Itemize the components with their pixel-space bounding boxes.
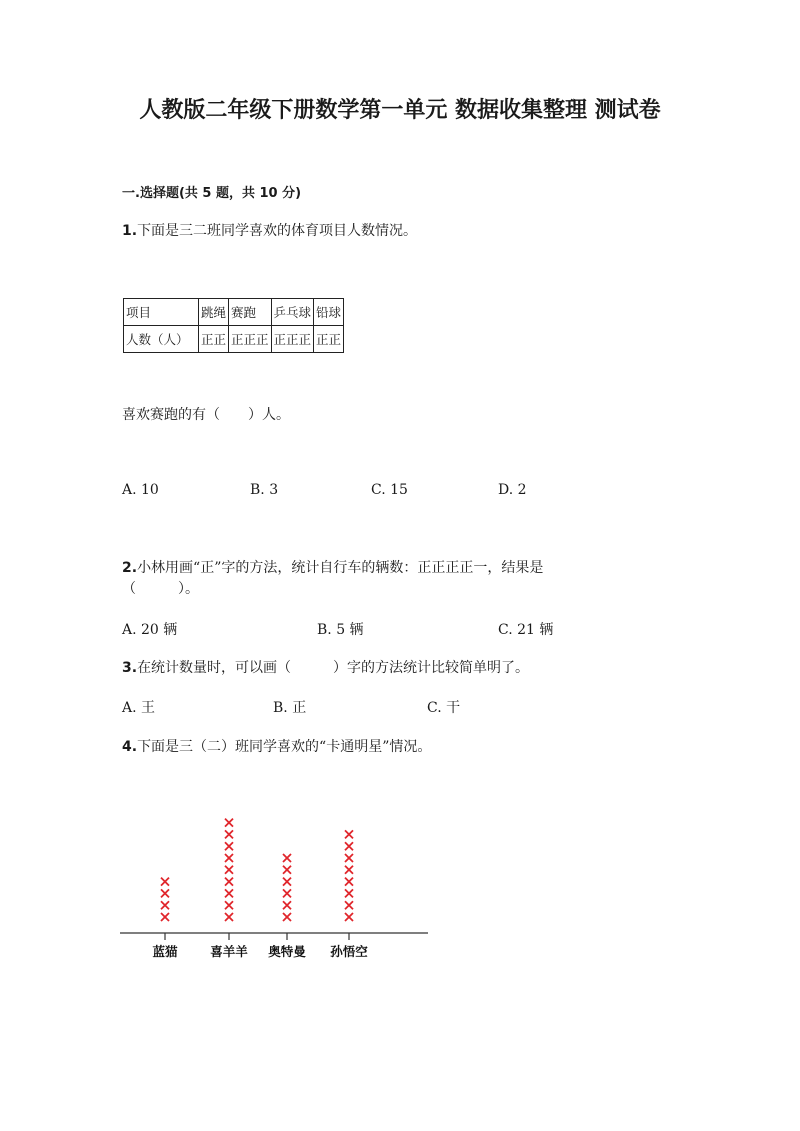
chart-cross-mark bbox=[161, 878, 169, 886]
chart-cross-mark bbox=[225, 866, 233, 874]
question-4 bbox=[122, 736, 431, 756]
chart-cross-mark bbox=[283, 913, 291, 921]
table-cell: 赛跑 bbox=[229, 299, 272, 326]
tally-chart bbox=[118, 800, 438, 970]
question-1 bbox=[122, 220, 417, 240]
chart-cross-mark bbox=[283, 889, 291, 897]
option-d[interactable]: D. 2 bbox=[498, 482, 527, 498]
question-text: 小林用画“正”字的方法，统计自行车的辆数：正正正正一，结果是 bbox=[137, 560, 544, 576]
chart-cross-mark bbox=[161, 901, 169, 909]
option-b[interactable]: B. 3 bbox=[250, 482, 279, 498]
tally-table bbox=[123, 298, 344, 353]
option-a[interactable]: A. 王 bbox=[122, 700, 156, 716]
chart-cross-mark bbox=[283, 866, 291, 874]
table-cell: 正正 bbox=[314, 326, 344, 353]
option-b[interactable]: B. 正 bbox=[273, 700, 307, 716]
table-cell: 正正正 bbox=[271, 326, 314, 353]
chart-marks bbox=[161, 819, 353, 940]
section-heading: 一.选择题(共 5 题，共 10 分) bbox=[122, 186, 302, 201]
chart-cross-mark bbox=[225, 913, 233, 921]
chart-cross-mark bbox=[225, 842, 233, 850]
table-cell: 乒乓球 bbox=[271, 299, 314, 326]
table-cell: 项目 bbox=[124, 299, 199, 326]
question-text: 在统计数量时，可以画（ ）字的方法统计比较简单明了。 bbox=[137, 660, 530, 676]
chart-category-label: 蓝猫 bbox=[152, 944, 178, 959]
chart-category-label: 喜羊羊 bbox=[210, 944, 248, 959]
chart-cross-mark bbox=[345, 866, 353, 874]
question-3 bbox=[122, 657, 529, 677]
chart-labels bbox=[152, 944, 368, 959]
table-cell: 正正 bbox=[199, 326, 229, 353]
table-cell: 铅球 bbox=[314, 299, 344, 326]
chart-cross-mark bbox=[225, 889, 233, 897]
chart-category-label: 奥特曼 bbox=[268, 944, 306, 959]
option-c[interactable]: C. 15 bbox=[371, 482, 408, 498]
chart-cross-mark bbox=[283, 901, 291, 909]
table-cell: 人数（人） bbox=[124, 326, 199, 353]
option-c[interactable]: C. 21 辆 bbox=[498, 622, 554, 638]
chart-cross-mark bbox=[225, 854, 233, 862]
question-2 bbox=[122, 557, 543, 577]
chart-cross-mark bbox=[345, 913, 353, 921]
question-2-line2: （ ）。 bbox=[122, 581, 199, 597]
chart-cross-mark bbox=[345, 889, 353, 897]
page-title: 人教版二年级下册数学第一单元 数据收集整理 测试卷 bbox=[139, 98, 661, 123]
chart-cross-mark bbox=[345, 901, 353, 909]
chart-cross-mark bbox=[161, 913, 169, 921]
question-text: 下面是三二班同学喜欢的体育项目人数情况。 bbox=[137, 223, 418, 239]
table-cell: 正正正 bbox=[229, 326, 272, 353]
chart-cross-mark bbox=[283, 854, 291, 862]
chart-cross-mark bbox=[225, 901, 233, 909]
question-text: 下面是三（二）班同学喜欢的“卡通明星”情况。 bbox=[137, 739, 432, 755]
option-c[interactable]: C. 干 bbox=[427, 700, 461, 716]
chart-cross-mark bbox=[345, 830, 353, 838]
chart-category-label: 孙悟空 bbox=[330, 944, 368, 959]
question-number: 3. bbox=[122, 660, 138, 676]
question-number: 2. bbox=[122, 560, 138, 576]
chart-cross-mark bbox=[225, 878, 233, 886]
table-cell: 跳绳 bbox=[199, 299, 229, 326]
option-a[interactable]: A. 20 辆 bbox=[122, 622, 178, 638]
chart-cross-mark bbox=[161, 889, 169, 897]
option-a[interactable]: A. 10 bbox=[122, 482, 159, 498]
table-row bbox=[124, 326, 344, 353]
chart-cross-mark bbox=[345, 878, 353, 886]
chart-cross-mark bbox=[345, 842, 353, 850]
table-header-row bbox=[124, 299, 344, 326]
question-number: 1. bbox=[122, 223, 138, 239]
question-number: 4. bbox=[122, 739, 138, 755]
chart-cross-mark bbox=[283, 878, 291, 886]
option-b[interactable]: B. 5 辆 bbox=[317, 622, 364, 638]
chart-cross-mark bbox=[225, 819, 233, 827]
chart-cross-mark bbox=[345, 854, 353, 862]
chart-cross-mark bbox=[225, 830, 233, 838]
question-1-prompt: 喜欢赛跑的有（ ）人。 bbox=[122, 407, 290, 423]
